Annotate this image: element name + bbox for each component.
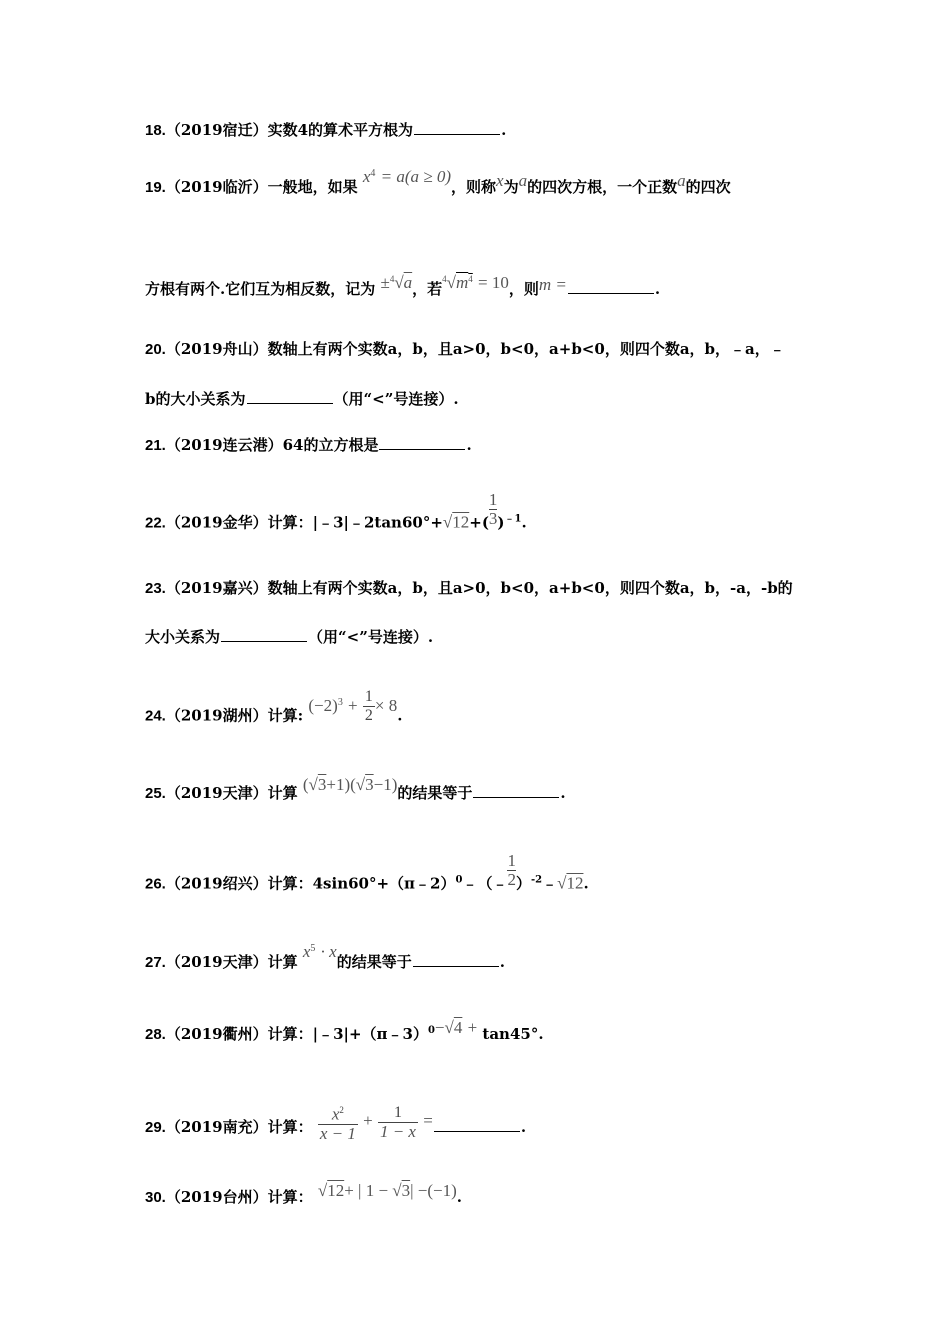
problem-text: 一般地，如果	[267, 178, 358, 196]
problem-source: （2019临沂）	[165, 178, 268, 196]
answer-blank[interactable]	[247, 389, 333, 404]
formula-25: (√3+1)(√3−1)	[302, 775, 398, 794]
answer-blank[interactable]	[473, 783, 559, 798]
problem-20-cont: b的大小关系为 （用“<”号连接）.	[145, 390, 459, 408]
formula-29: $\frac{x^2}{x - 1}$ + $\frac{1}{1 - x}$ =	[318, 1112, 433, 1130]
formula-24: $(-2)^3$ + $\frac{1}{2}$ × 8	[308, 688, 398, 724]
problem-23-cont: 大小关系为 （用“<”号连接）.	[145, 628, 434, 646]
formula-28: −√4 +	[434, 1018, 478, 1037]
problem-text: 实数4的算术平方根为	[267, 121, 414, 139]
problem-source: （2019宿迁）	[165, 121, 268, 139]
answer-blank[interactable]	[379, 435, 465, 450]
formula-30: √12+ | 1 − √3| −(−1)	[317, 1181, 457, 1200]
formula-root-m4: $^4√m^4 = 10$	[442, 273, 509, 292]
problem-28: 28.（2019衢州）计算：|﹣3|+（π﹣3）$^0$−√4 + tan45°.	[145, 1018, 544, 1043]
problem-22: 22.（2019金华）计算：|﹣3|﹣2tan60°+√12+( $\frac{1}{3}$ )$^{﹣1}$.	[145, 490, 527, 532]
problem-19-cont: 方根有两个.它们互为相反数，记为 ±$^4$√a，若$^4√m^4 = 10$，则m = .	[145, 273, 661, 298]
problem-30: 30.（2019台州）计算： √12+ | 1 − √3| −(−1).	[145, 1181, 463, 1206]
problem-number: 18.	[145, 122, 166, 139]
problem-23: 23.（2019嘉兴）数轴上有两个实数a，b，且a>0，b<0，a+b<0，则四个数a，b，-a，-b的	[145, 579, 793, 597]
formula-x4: $x^4 = a(a \ge 0)$	[362, 167, 452, 186]
problem-18: 18.（2019宿迁）实数4的算术平方根为 .	[145, 121, 507, 139]
problem-26: 26.（2019绍兴）计算：4sin60°+（π﹣2）$^0$﹣（﹣ $\frac{1}{2}$ ）$^{-2}$﹣√12.	[145, 851, 589, 893]
fraction-one-third: $\frac{1}{3}$	[488, 490, 498, 528]
problem-19: 19.（2019临沂）一般地，如果 $x^4 = a(a \ge 0)$，则称x为a的四次方根，一个正数a的四次	[145, 167, 731, 196]
problem-21: 21.（2019连云港）64的立方根是 .	[145, 436, 472, 454]
problem-20: 20.（2019舟山）数轴上有两个实数a，b，且a>0，b<0，a+b<0，则四个数a，b，﹣a，﹣	[145, 340, 785, 358]
problem-27: 27.（2019天津）计算 $x^5 \cdot x$的结果等于 .	[145, 942, 505, 971]
answer-blank[interactable]	[413, 952, 499, 967]
problem-24: 24.（2019湖州）计算: $(-2)^3$ + $\frac{1}{2}$ × 8.	[145, 688, 403, 725]
answer-blank[interactable]	[414, 120, 500, 135]
answer-blank[interactable]	[568, 279, 654, 294]
formula-27: $x^5 \cdot x$	[302, 942, 337, 961]
fraction-one-half: $\frac{1}{2}$	[507, 851, 516, 889]
formula-pm-root: ±$^4$√a	[380, 273, 413, 292]
problem-25: 25.（2019天津）计算 (√3+1)(√3−1)的结果等于 .	[145, 775, 566, 802]
problem-29: 29.（2019南充）计算： $\frac{x^2}{x - 1}$ + $\frac{1}{1 - x}$ = .	[145, 1107, 526, 1149]
problem-number: 19.	[145, 179, 166, 196]
answer-blank[interactable]	[221, 627, 307, 642]
answer-blank[interactable]	[434, 1117, 520, 1132]
